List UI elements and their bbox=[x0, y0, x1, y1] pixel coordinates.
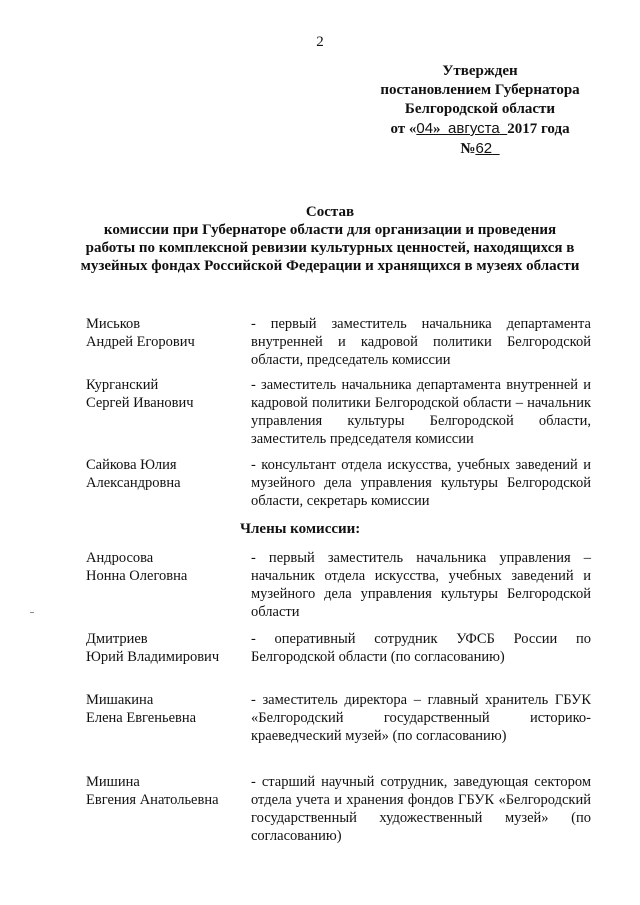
member-surname: Мишакина bbox=[86, 692, 154, 708]
member-surname: Андросова bbox=[86, 550, 154, 566]
approval-date-year: 2017 года bbox=[507, 121, 570, 137]
member-surname: Дмитриев bbox=[86, 631, 148, 647]
member-name bbox=[86, 549, 246, 585]
member-name bbox=[86, 773, 246, 809]
title-line-2: работы по комплексной ревизии культурных ценностей, находящихся в bbox=[85, 240, 575, 256]
approval-date-mid: » bbox=[433, 121, 441, 137]
member-role: - консультант отдела искусства, учебных заведений и музейного дела управления культуры Белгородской области, секретарь комиссии bbox=[251, 457, 591, 509]
title-line-3: музейных фондах Российской Федерации и хранящихся в музеях области bbox=[80, 258, 580, 274]
title-line-1: комиссии при Губернаторе области для организации и проведения bbox=[103, 222, 557, 238]
approval-number-prefix: № bbox=[460, 141, 476, 157]
approval-line-2: постановлением Губернатора bbox=[380, 82, 580, 98]
member-name bbox=[86, 456, 246, 492]
member-given-name: Юрий Владимирович bbox=[86, 649, 220, 665]
member-role: - первый заместитель начальника управления – начальник отдела искусства, учебных заведений и музейного дела управления культуры Белгородской области bbox=[251, 550, 591, 620]
member-given-name: Сергей Иванович bbox=[86, 395, 194, 411]
member-given-name: Елена Евгеньевна bbox=[86, 710, 197, 726]
member-name bbox=[86, 630, 246, 666]
margin-mark bbox=[30, 612, 34, 613]
approval-number-value: 62 bbox=[475, 140, 493, 157]
approval-line-1: Утвержден bbox=[442, 63, 518, 79]
member-surname: Миськов bbox=[86, 316, 141, 332]
member-name bbox=[86, 691, 246, 727]
member-role: - первый заместитель начальника департамента внутренней и кадровой политики Белгородской области, председатель комиссии bbox=[251, 316, 591, 368]
approval-date-prefix: от « bbox=[390, 121, 417, 137]
member-given-name: Евгения Анатольевна bbox=[86, 792, 219, 808]
document-title bbox=[40, 203, 620, 275]
page-number: 2 bbox=[316, 34, 324, 50]
member-role: - старший научный сотрудник, заведующая сектором отдела учета и хранения фондов ГБУК «Белгородский государственный художественный музей» (по согласованию) bbox=[251, 774, 591, 844]
member-surname: Мишина bbox=[86, 774, 140, 790]
approval-block bbox=[340, 62, 620, 159]
member-role: - заместитель директора – главный хранитель ГБУК «Белгородский государственный историко-краеведческий музей» (по согласованию) bbox=[251, 692, 591, 744]
member-given-name: Андрей Егорович bbox=[86, 334, 195, 350]
member-name bbox=[86, 315, 246, 351]
title-heading: Состав bbox=[305, 204, 355, 220]
member-role: - оперативный сотрудник УФСБ России по Белгородской области (по согласованию) bbox=[251, 631, 591, 665]
approval-line-3: Белгородской области bbox=[404, 101, 556, 117]
approval-date-day: 04 bbox=[416, 120, 434, 137]
member-surname: Сайкова Юлия bbox=[86, 457, 177, 473]
approval-number bbox=[340, 139, 620, 159]
member-given-name: Александровна bbox=[86, 475, 181, 491]
member-surname: Курганский bbox=[86, 377, 159, 393]
members-heading: Члены комиссии: bbox=[240, 521, 361, 537]
approval-date-month: августа bbox=[448, 120, 500, 137]
member-name bbox=[86, 376, 246, 412]
member-given-name: Нонна Олеговна bbox=[86, 568, 188, 584]
member-role: - заместитель начальника департамента внутренней и кадровой политики Белгородской области – начальник управления культуры Белгородской области, заместитель председателя комиссии bbox=[251, 377, 591, 447]
approval-date bbox=[340, 119, 620, 139]
